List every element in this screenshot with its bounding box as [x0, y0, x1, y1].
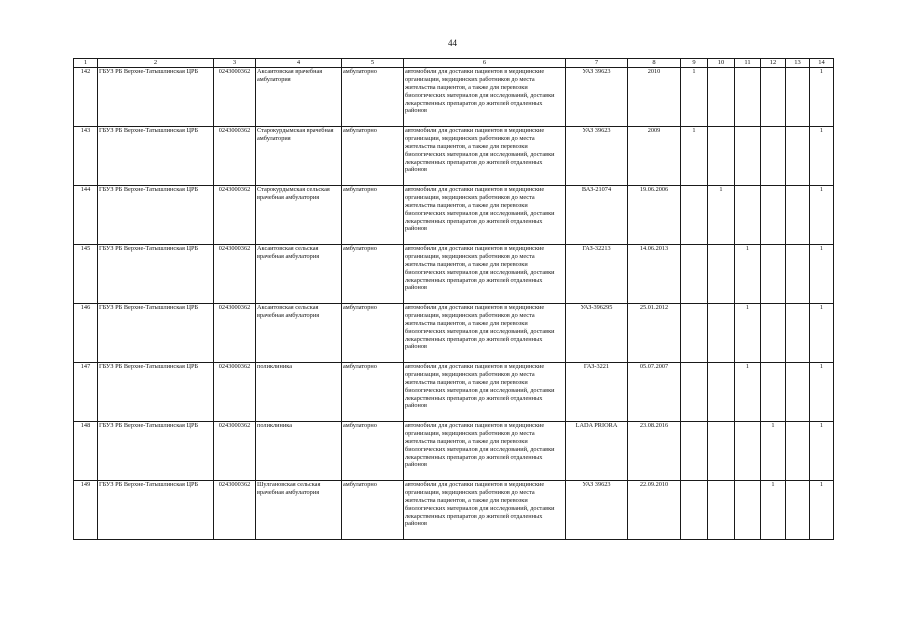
table-row [74, 186, 834, 245]
care-type-cell: амбулаторно [342, 68, 404, 127]
unit-cell: поликлиника [256, 363, 342, 422]
header-cell: 10 [708, 59, 735, 68]
organization-cell: ГБУЗ РБ Верхне-Татышлинская ЦРБ [98, 304, 214, 363]
col14-cell: 1 [810, 304, 834, 363]
col12-cell [761, 68, 786, 127]
col9-cell [681, 481, 708, 540]
table-row [74, 363, 834, 422]
header-cell: 4 [256, 59, 342, 68]
date-cell: 19.06.2006 [628, 186, 681, 245]
col10-cell [708, 481, 735, 540]
row-number-cell: 145 [74, 245, 98, 304]
col13-cell [786, 186, 810, 245]
col12-cell [761, 186, 786, 245]
col13-cell [786, 245, 810, 304]
col11-cell [735, 481, 761, 540]
col11-cell: 1 [735, 304, 761, 363]
col10-cell [708, 422, 735, 481]
col13-cell [786, 304, 810, 363]
table-row [74, 422, 834, 481]
col12-cell: 1 [761, 422, 786, 481]
col10-cell [708, 245, 735, 304]
code-cell: 0243000362 [214, 422, 256, 481]
col12-cell [761, 363, 786, 422]
purpose-cell: автомобили для доставки пациентов в медицинские организации, медицинских работников до места жительства пациентов, а также для перевозки биологических материалов для исследований, доставки лекарственных препаратов до жителей отдаленных районов [404, 186, 566, 245]
col9-cell [681, 304, 708, 363]
row-number-cell: 148 [74, 422, 98, 481]
vehicle-model-cell: ГАЗ-3221 [566, 363, 628, 422]
col12-cell [761, 245, 786, 304]
vehicle-model-cell: УАЗ 39623 [566, 127, 628, 186]
col10-cell: 1 [708, 186, 735, 245]
header-cell: 9 [681, 59, 708, 68]
header-row [74, 59, 834, 68]
header-cell: 1 [74, 59, 98, 68]
organization-cell: ГБУЗ РБ Верхне-Татышлинская ЦРБ [98, 127, 214, 186]
vehicle-model-cell: ВАЗ-21074 [566, 186, 628, 245]
date-cell: 22.09.2010 [628, 481, 681, 540]
code-cell: 0243000362 [214, 481, 256, 540]
care-type-cell: амбулаторно [342, 186, 404, 245]
date-cell: 2009 [628, 127, 681, 186]
col10-cell [708, 363, 735, 422]
care-type-cell: амбулаторно [342, 422, 404, 481]
col9-cell [681, 422, 708, 481]
organization-cell: ГБУЗ РБ Верхне-Татышлинская ЦРБ [98, 245, 214, 304]
unit-cell: поликлиника [256, 422, 342, 481]
header-cell: 7 [566, 59, 628, 68]
organization-cell: ГБУЗ РБ Верхне-Татышлинская ЦРБ [98, 481, 214, 540]
purpose-cell: автомобили для доставки пациентов в медицинские организации, медицинских работников до места жительства пациентов, а также для перевозки биологических материалов для исследований, доставки лекарственных препаратов до жителей отдаленных районов [404, 422, 566, 481]
organization-cell: ГБУЗ РБ Верхне-Татышлинская ЦРБ [98, 186, 214, 245]
organization-cell: ГБУЗ РБ Верхне-Татышлинская ЦРБ [98, 68, 214, 127]
col12-cell [761, 304, 786, 363]
col14-cell: 1 [810, 422, 834, 481]
header-cell: 13 [786, 59, 810, 68]
col14-cell: 1 [810, 127, 834, 186]
col13-cell [786, 68, 810, 127]
vehicle-model-cell: УАЗ-396295 [566, 304, 628, 363]
purpose-cell: автомобили для доставки пациентов в медицинские организации, медицинских работников до места жительства пациентов, а также для перевозки биологических материалов для исследований, доставки лекарственных препаратов до жителей отдаленных районов [404, 68, 566, 127]
col13-cell [786, 481, 810, 540]
code-cell: 0243000362 [214, 127, 256, 186]
vehicle-register-table [73, 58, 834, 540]
col14-cell: 1 [810, 186, 834, 245]
row-number-cell: 144 [74, 186, 98, 245]
row-number-cell: 142 [74, 68, 98, 127]
vehicle-model-cell: УАЗ 39623 [566, 481, 628, 540]
header-cell: 6 [404, 59, 566, 68]
col11-cell: 1 [735, 363, 761, 422]
care-type-cell: амбулаторно [342, 127, 404, 186]
date-cell: 23.08.2016 [628, 422, 681, 481]
col10-cell [708, 127, 735, 186]
col9-cell: 1 [681, 127, 708, 186]
table-row [74, 127, 834, 186]
header-cell: 5 [342, 59, 404, 68]
organization-cell: ГБУЗ РБ Верхне-Татышлинская ЦРБ [98, 363, 214, 422]
col14-cell: 1 [810, 481, 834, 540]
unit-cell: Аксаитовская сельская врачебная амбулатория [256, 304, 342, 363]
col12-cell [761, 127, 786, 186]
row-number-cell: 147 [74, 363, 98, 422]
col11-cell [735, 186, 761, 245]
purpose-cell: автомобили для доставки пациентов в медицинские организации, медицинских работников до места жительства пациентов, а также для перевозки биологических материалов для исследований, доставки лекарственных препаратов до жителей отдаленных районов [404, 481, 566, 540]
purpose-cell: автомобили для доставки пациентов в медицинские организации, медицинских работников до места жительства пациентов, а также для перевозки биологических материалов для исследований, доставки лекарственных препаратов до жителей отдаленных районов [404, 363, 566, 422]
col9-cell [681, 186, 708, 245]
col11-cell [735, 127, 761, 186]
col9-cell: 1 [681, 68, 708, 127]
table-body [74, 68, 834, 540]
code-cell: 0243000362 [214, 186, 256, 245]
col13-cell [786, 422, 810, 481]
care-type-cell: амбулаторно [342, 304, 404, 363]
date-cell: 25.01.2012 [628, 304, 681, 363]
unit-cell: Старокурдымская врачебная амбулатория [256, 127, 342, 186]
col13-cell [786, 127, 810, 186]
header-cell: 2 [98, 59, 214, 68]
care-type-cell: амбулаторно [342, 245, 404, 304]
row-number-cell: 149 [74, 481, 98, 540]
code-cell: 0243000362 [214, 68, 256, 127]
table-row [74, 481, 834, 540]
care-type-cell: амбулаторно [342, 363, 404, 422]
header-cell: 12 [761, 59, 786, 68]
col9-cell [681, 245, 708, 304]
col9-cell [681, 363, 708, 422]
col14-cell: 1 [810, 68, 834, 127]
page-number: 44 [448, 38, 457, 48]
row-number-cell: 143 [74, 127, 98, 186]
col11-cell [735, 422, 761, 481]
header-cell: 14 [810, 59, 834, 68]
header-cell: 3 [214, 59, 256, 68]
col13-cell [786, 363, 810, 422]
col10-cell [708, 68, 735, 127]
col11-cell [735, 68, 761, 127]
header-cell: 8 [628, 59, 681, 68]
table-row [74, 245, 834, 304]
purpose-cell: автомобили для доставки пациентов в медицинские организации, медицинских работников до места жительства пациентов, а также для перевозки биологических материалов для исследований, доставки лекарственных препаратов до жителей отдаленных районов [404, 245, 566, 304]
vehicle-model-cell: УАЗ 39623 [566, 68, 628, 127]
unit-cell: Аксаитовская сельская врачебная амбулатория [256, 245, 342, 304]
unit-cell: Аксаитовская врачебная амбулатория [256, 68, 342, 127]
table-row [74, 68, 834, 127]
row-number-cell: 146 [74, 304, 98, 363]
purpose-cell: автомобили для доставки пациентов в медицинские организации, медицинских работников до места жительства пациентов, а также для перевозки биологических материалов для исследований, доставки лекарственных препаратов до жителей отдаленных районов [404, 304, 566, 363]
organization-cell: ГБУЗ РБ Верхне-Татышлинская ЦРБ [98, 422, 214, 481]
col14-cell: 1 [810, 245, 834, 304]
purpose-cell: автомобили для доставки пациентов в медицинские организации, медицинских работников до места жительства пациентов, а также для перевозки биологических материалов для исследований, доставки лекарственных препаратов до жителей отдаленных районов [404, 127, 566, 186]
vehicle-model-cell: ГАЗ-32213 [566, 245, 628, 304]
care-type-cell: амбулаторно [342, 481, 404, 540]
date-cell: 05.07.2007 [628, 363, 681, 422]
col10-cell [708, 304, 735, 363]
code-cell: 0243000362 [214, 245, 256, 304]
date-cell: 14.06.2013 [628, 245, 681, 304]
header-cell: 11 [735, 59, 761, 68]
unit-cell: Шулгановская сельская врачебная амбулатория [256, 481, 342, 540]
col12-cell: 1 [761, 481, 786, 540]
code-cell: 0243000362 [214, 304, 256, 363]
code-cell: 0243000362 [214, 363, 256, 422]
unit-cell: Старокурдымская сельская врачебная амбулатория [256, 186, 342, 245]
date-cell: 2010 [628, 68, 681, 127]
col14-cell: 1 [810, 363, 834, 422]
vehicle-model-cell: LADA PRIORA [566, 422, 628, 481]
table-row [74, 304, 834, 363]
col11-cell: 1 [735, 245, 761, 304]
